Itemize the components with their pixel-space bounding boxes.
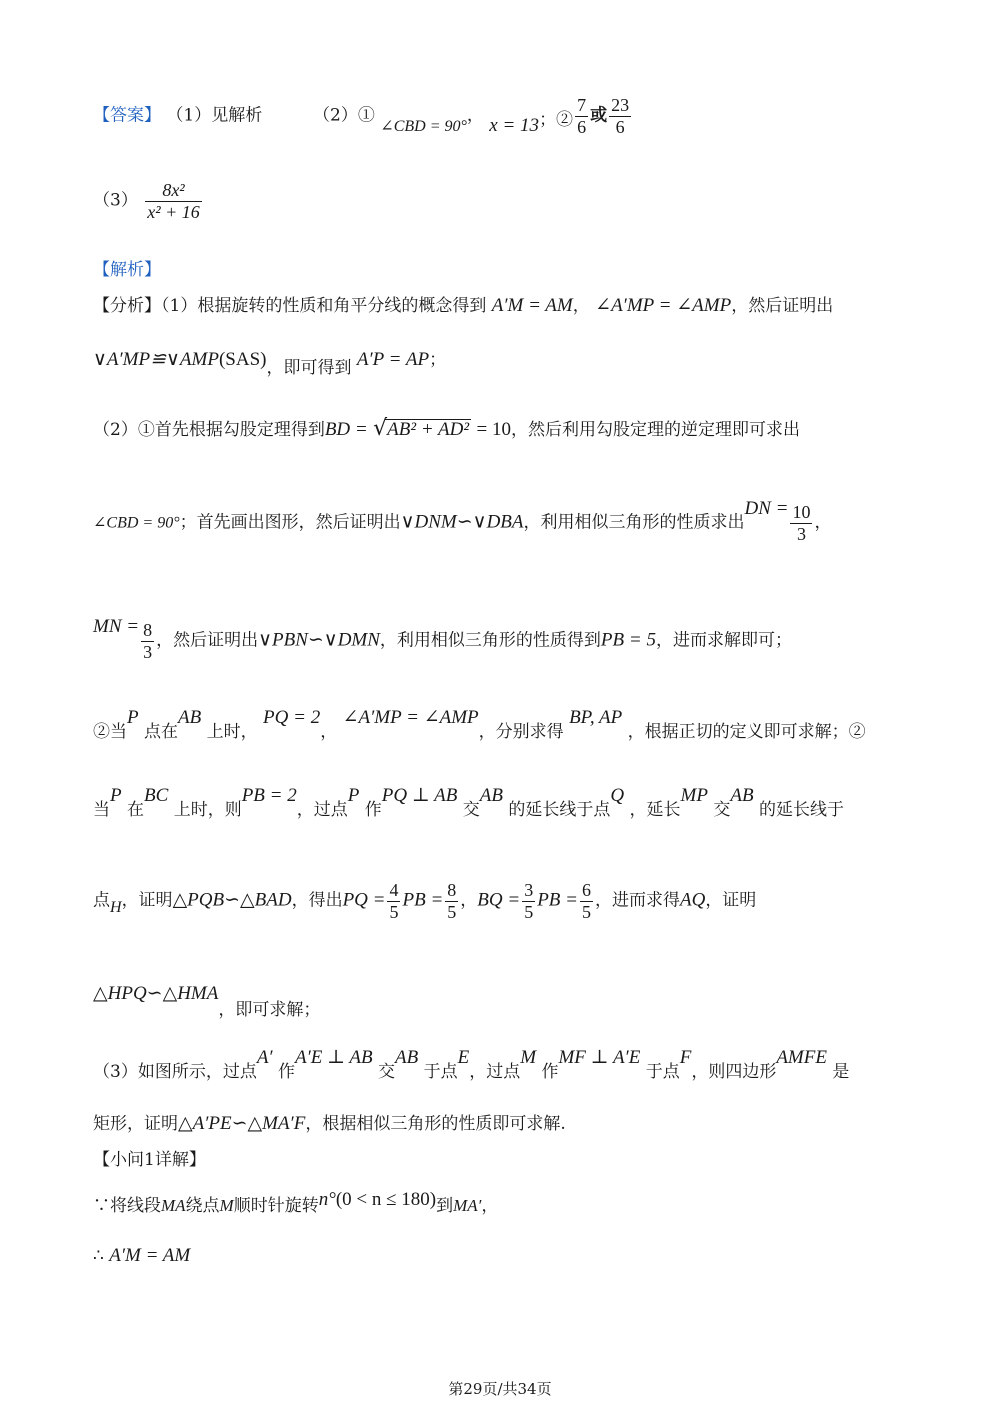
- math-pb: PB =: [537, 889, 578, 911]
- analysis-text: ，然后利用勾股定理的逆定理即可求出: [510, 420, 800, 440]
- fraction-numerator: 4: [389, 880, 399, 900]
- answer-fraction-part3: [145, 180, 202, 222]
- part3-line-a: [93, 1047, 850, 1082]
- therefore-icon: ∴: [93, 1246, 104, 1266]
- analysis-line-1: [93, 296, 833, 315]
- math-ab: AB: [730, 785, 754, 806]
- analysis-text: 作: [278, 1062, 295, 1082]
- math-a-prime: A′: [256, 1047, 273, 1068]
- fraction-numerator: 8x²: [145, 180, 202, 202]
- answer-line: [93, 95, 633, 137]
- math-pb-5: PB = 5: [600, 629, 656, 651]
- math-range: (0 < n ≤ 180): [335, 1189, 437, 1210]
- fraction-numerator: 10: [792, 502, 811, 522]
- part2-line-g: [93, 983, 321, 1020]
- analysis-line-2: [93, 349, 447, 378]
- fraction-numerator: 6: [581, 880, 591, 900]
- math-similar-hpq-hma: △HPQ∽△HMA: [93, 983, 219, 1004]
- math-pb-2: PB = 2: [241, 785, 297, 806]
- math-similar-pqb-bad: △PQB∽△BAD: [172, 889, 292, 911]
- analysis-text: ，根据正切的定义即可求解；②: [627, 722, 866, 742]
- math-ab: AB: [479, 785, 503, 806]
- answer-fraction-7-6: [575, 95, 588, 137]
- answer-tag: 【答案】: [93, 105, 161, 126]
- math-ae-perp-ab: A′E ⊥ AB: [295, 1047, 373, 1068]
- answer-comma: ，: [466, 105, 484, 126]
- analysis-text: ②当: [93, 722, 127, 742]
- analysis-subtag: 【分析】: [93, 296, 161, 316]
- analysis-tag: 【解析】: [93, 260, 161, 280]
- analysis-text: 点: [93, 890, 110, 911]
- math-eq-10: = 10: [476, 419, 511, 440]
- page-number-footer: 第29页/共34页: [448, 1380, 552, 1398]
- analysis-text: 的延长线于: [758, 800, 844, 820]
- analysis-text: 交: [462, 800, 480, 820]
- fraction-6-5: [580, 880, 593, 922]
- detail-text: 顺时针旋转: [233, 1196, 319, 1216]
- fraction-denominator: 6: [577, 116, 587, 137]
- analysis-text: （3）如图所示，过点: [93, 1062, 257, 1082]
- analysis-text: 上时，: [206, 722, 258, 742]
- analysis-text: ，根据相似三角形的性质即可求解.: [305, 1114, 566, 1134]
- detail-tag: 【小问1详解】: [93, 1150, 206, 1170]
- math-m: M: [520, 1047, 537, 1068]
- answer-semicolon: ；②: [539, 109, 574, 130]
- analysis-text: ，证明: [121, 890, 173, 911]
- math-mf-perp-ae: MF ⊥ A′E: [558, 1047, 641, 1068]
- part2-line-e: [93, 785, 844, 820]
- part2-line-a: [93, 418, 800, 440]
- answer-part3-line: [93, 180, 204, 222]
- analysis-text: ；首先画出图形，然后证明出: [179, 512, 401, 533]
- fraction-denominator: 5: [447, 901, 457, 922]
- fraction-8-5: [445, 880, 458, 922]
- analysis-text: ，: [572, 296, 590, 316]
- analysis-text: ，延长: [629, 800, 681, 820]
- answer-angle-cbd: ∠CBD = 90°: [380, 117, 467, 135]
- detail-text: ，: [481, 1196, 499, 1216]
- analysis-text: 点在: [144, 722, 179, 742]
- detail-line-1: [93, 1189, 499, 1216]
- math-ma-prime: MA′: [453, 1196, 482, 1215]
- math-pq-perp-ab: PQ ⊥ AB: [381, 785, 458, 806]
- math-angle-equality: ∠A′MP = ∠AMP: [595, 295, 732, 316]
- sqrt-icon: √: [373, 416, 388, 441]
- analysis-text: 矩形，证明: [93, 1114, 178, 1134]
- analysis-text: 上时，则: [173, 800, 242, 820]
- detail-text: 绕点: [185, 1196, 220, 1216]
- analysis-text: ，即可求解；: [218, 1000, 321, 1020]
- math-dn: DN =: [744, 497, 789, 519]
- detail-text: 到: [436, 1196, 454, 1216]
- math-a-prime-m-eq-am: A′M = AM: [109, 1245, 191, 1266]
- fraction-numerator: 7: [577, 95, 587, 115]
- analysis-text: 于点: [645, 1062, 680, 1082]
- fraction-8-3: [141, 620, 154, 662]
- analysis-text: 的延长线于点: [508, 800, 611, 820]
- answer-fraction-23-6: [609, 95, 631, 137]
- math-radicand: AB² + AD²: [387, 419, 470, 440]
- part2-line-f: [93, 880, 756, 922]
- math-congruence: ∨A′MP≌∨AMP: [93, 349, 219, 370]
- fraction-numerator: 23: [611, 95, 630, 115]
- math-p: P: [347, 785, 360, 806]
- math-amfe: AMFE: [776, 1047, 827, 1068]
- analysis-text: 当: [93, 800, 110, 820]
- answer-part1: （1）见解析: [166, 105, 263, 126]
- analysis-text: ，分别求得: [478, 722, 564, 742]
- answer-x13: x = 13: [489, 114, 540, 136]
- math-mn: MN =: [93, 615, 140, 637]
- math-bd: BD =: [324, 419, 368, 440]
- math-e: E: [457, 1047, 470, 1068]
- fraction-denominator: 6: [615, 116, 625, 137]
- fraction-numerator: 8: [447, 880, 457, 900]
- math-sas: (SAS): [218, 349, 267, 370]
- analysis-text: ，然后证明出: [156, 630, 259, 651]
- math-ab: AB: [395, 1047, 419, 1068]
- math-pq-2: PQ = 2: [263, 707, 321, 728]
- math-h: H: [110, 898, 122, 916]
- analysis-text: ，利用相似三角形的性质求出: [523, 512, 745, 533]
- part3-line-b: [93, 1114, 566, 1133]
- math-bq: BQ =: [477, 889, 521, 911]
- math-p: P: [127, 707, 139, 728]
- math-a-prime-p-eq-ap: A′P = AP: [356, 349, 430, 370]
- math-pq: PQ =: [342, 889, 386, 911]
- fraction-numerator: 3: [524, 880, 534, 900]
- fraction-denominator: 5: [389, 901, 399, 922]
- math-mp: MP: [680, 785, 708, 806]
- math-angle-equality: ∠A′MP = ∠AMP: [342, 707, 479, 728]
- analysis-text: ，: [460, 890, 478, 911]
- analysis-text: 作: [541, 1062, 559, 1082]
- part2-line-b: [93, 497, 832, 544]
- analysis-text: ，证明: [705, 890, 757, 911]
- analysis-text: 作: [364, 800, 382, 820]
- analysis-text: 在: [127, 800, 145, 820]
- analysis-text: ；: [429, 350, 447, 370]
- math-n-degree: n°: [318, 1189, 336, 1210]
- analysis-text: （1）根据旋转的性质和角平分线的概念得到: [161, 296, 487, 316]
- analysis-text: ，: [814, 512, 832, 533]
- analysis-text: 于点: [423, 1062, 458, 1082]
- analysis-text: ，即可得到: [266, 358, 352, 378]
- math-aq: AQ: [679, 889, 706, 911]
- fraction-3-5: [522, 880, 535, 922]
- fraction-denominator: 3: [143, 641, 153, 662]
- fraction-4-5: [387, 880, 400, 922]
- analysis-text: ，: [320, 722, 338, 742]
- math-a-prime-m-eq-am: A′M = AM: [491, 295, 573, 316]
- math-p: P: [110, 785, 122, 806]
- math-angle-cbd: ∠CBD = 90°: [93, 514, 180, 532]
- math-f: F: [679, 1047, 692, 1068]
- math-similar-dnm-dba: ∨DNM∽∨DBA: [400, 511, 524, 533]
- fraction-denominator: 3: [796, 523, 806, 544]
- math-pb: PB =: [402, 889, 444, 911]
- fraction-denominator: 5: [581, 901, 591, 922]
- analysis-text: ，进而求得: [594, 890, 680, 911]
- analysis-text: ，过点: [296, 800, 348, 820]
- math-bp-ap: BP, AP: [569, 707, 623, 728]
- math-similar-ape-maf: △A′PE∽△MA′F: [178, 1113, 306, 1134]
- analysis-text: ，则四边形: [691, 1062, 777, 1082]
- math-ma: MA: [161, 1196, 186, 1215]
- analysis-text: 交: [378, 1062, 396, 1082]
- analysis-text: 交: [713, 800, 731, 820]
- answer-part2: （2）①: [313, 105, 375, 126]
- math-ab: AB: [178, 707, 202, 728]
- answer-or: 或: [590, 105, 608, 126]
- part2-line-c: [93, 615, 792, 662]
- math-q: Q: [610, 785, 625, 806]
- analysis-text: ，得出: [291, 890, 343, 911]
- fraction-10-3: [790, 502, 812, 544]
- analysis-text: ，然后证明出: [731, 296, 834, 316]
- analysis-text: ，过点: [469, 1062, 521, 1082]
- fraction-numerator: 8: [143, 620, 153, 640]
- fraction-denominator: x² + 16: [147, 201, 200, 222]
- detail-text: ∵将线段: [93, 1196, 161, 1216]
- math-bc: BC: [144, 785, 169, 806]
- analysis-text: （2）①首先根据勾股定理得到: [93, 420, 325, 440]
- analysis-text: 是: [832, 1062, 850, 1082]
- fraction-denominator: 5: [524, 901, 534, 922]
- answer-part3-label: （3）: [93, 190, 138, 211]
- math-similar-pbn-dmn: ∨PBN∽∨DMN: [258, 629, 380, 651]
- math-m: M: [219, 1196, 234, 1215]
- analysis-text: ，进而求解即可；: [655, 630, 792, 651]
- part2-line-d: [93, 707, 866, 742]
- analysis-text: ，利用相似三角形的性质得到: [379, 630, 601, 651]
- detail-line-2: [93, 1246, 190, 1265]
